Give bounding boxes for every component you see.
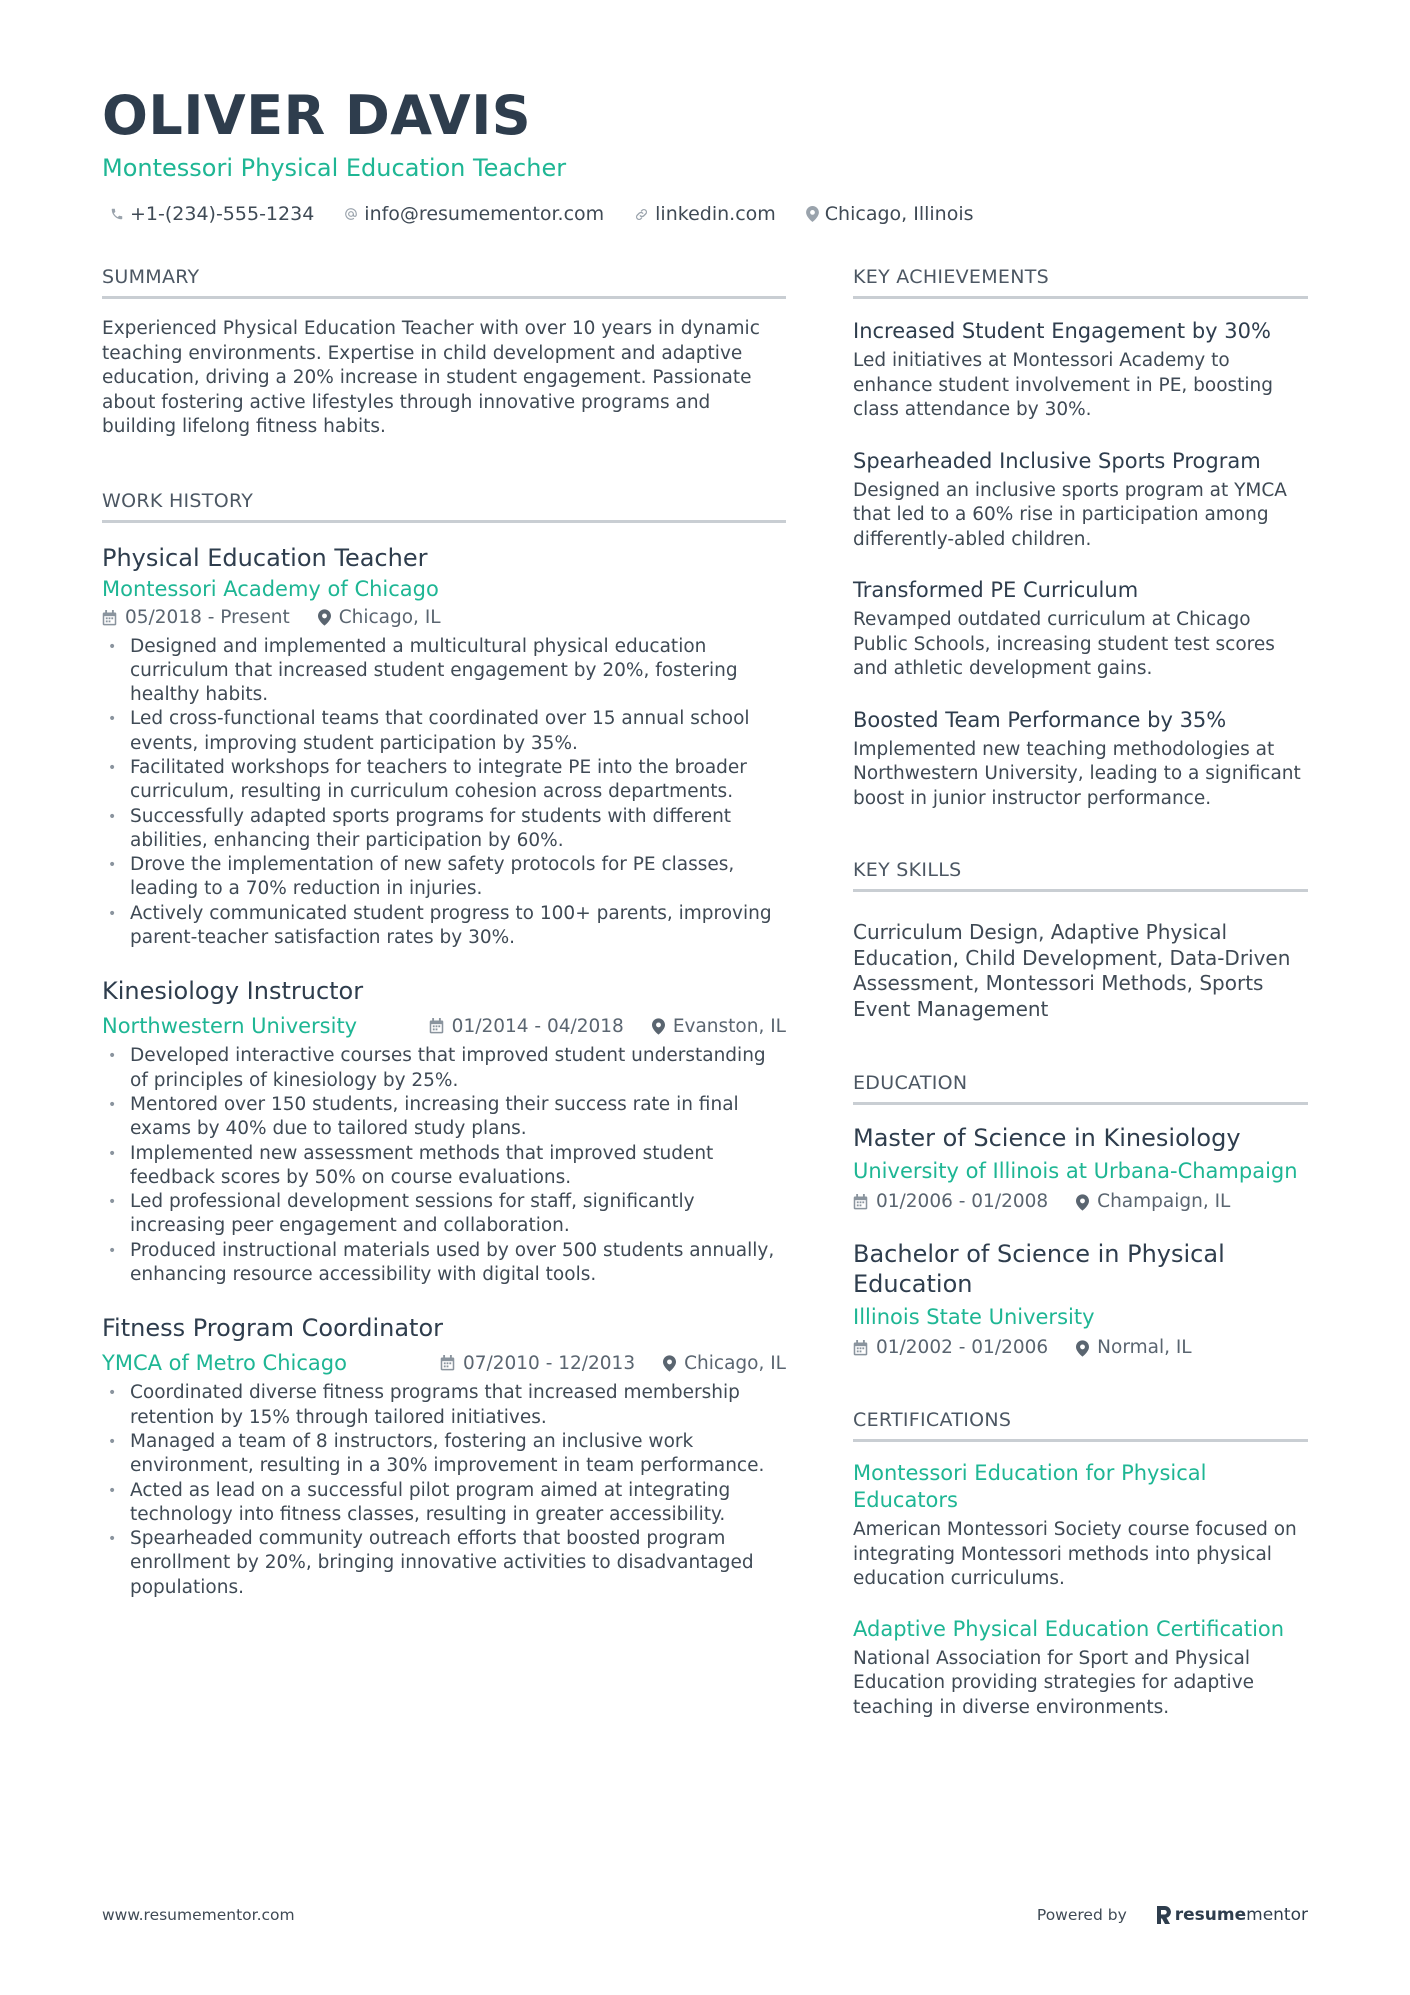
achievement-desc: Designed an inclusive sports program at YMCA that led to a 60% rise in participation among differently-abled children. [853, 479, 1287, 550]
job-location [652, 1016, 786, 1037]
job-company: Montessori Academy of Chicago [102, 576, 439, 601]
job-company: YMCA of Metro Chicago [102, 1351, 347, 1376]
certifications-heading: CERTIFICATIONS [853, 1407, 1308, 1442]
contact-linkedin[interactable] [634, 203, 776, 225]
certifications-section [853, 1407, 1308, 1720]
location-text: Chicago, Illinois [824, 203, 974, 225]
achievement-title: Spearheaded Inclusive Sports Program [853, 448, 1261, 473]
education-item [853, 1239, 1308, 1361]
phone-icon [110, 207, 124, 221]
contact-email[interactable] [344, 203, 604, 225]
job-meta [440, 1353, 786, 1374]
location-pin-icon [806, 206, 819, 222]
work-history-heading: WORK HISTORY [102, 488, 786, 523]
achievement-item [853, 706, 1308, 812]
skills-heading: KEY SKILLS [853, 857, 1308, 892]
education-location-text: Normal, IL [1097, 1337, 1192, 1358]
achievement-item [853, 317, 1308, 423]
brand-logo[interactable] [1155, 1905, 1308, 1925]
job-bullet: • Led professional development sessions for staff, significantly increasing peer engagement and collaboration. [102, 1190, 786, 1239]
achievements-heading: KEY ACHIEVEMENTS [853, 264, 1308, 299]
summary-heading: SUMMARY [102, 264, 786, 299]
location-pin-icon [318, 609, 331, 626]
achievement-title: Increased Student Engagement by 30% [853, 319, 1271, 343]
job-bullet: • Drove the implementation of new safety protocols for PE classes, leading to a 70% reduction in injuries. [102, 853, 786, 902]
education-location [1076, 1189, 1230, 1215]
job-meta [102, 605, 786, 631]
job-company: Northwestern University [102, 1014, 358, 1039]
calendar-icon [429, 1018, 444, 1034]
education-dates [853, 1189, 1048, 1215]
job-bullets [102, 635, 786, 951]
brand-name-bold: resume [1174, 1905, 1247, 1925]
job-bullet: • Implemented new assessment methods that improved student feedback scores by 50% on course evaluations. [102, 1142, 786, 1191]
location-pin-icon [1076, 1340, 1089, 1357]
certification-title: Montessori Education for Physical Educators [853, 1461, 1207, 1512]
achievement-desc: Revamped outdated curriculum at Chicago Public Schools, increasing student test scores and athletic development gains. [853, 609, 1275, 679]
achievement-item [853, 447, 1308, 553]
calendar-icon [853, 1340, 868, 1356]
page-footer [102, 1905, 1308, 1925]
job-bullet: • Acted as lead on a successful pilot program aimed at integrating technology into fitness classes, resulting in greater accessibility. [102, 1479, 786, 1528]
job-bullet: • Mentored over 150 students, increasing their success rate in final exams by 40% due to tailored study plans. [102, 1093, 786, 1142]
job-bullet: • Successfully adapted sports programs for students with different abilities, enhancing their participation by 60%. [102, 805, 786, 854]
job-dates-text: 01/2014 - 04/2018 [451, 1015, 624, 1037]
certification-item [853, 1616, 1308, 1721]
email-text: info@resumementor.com [364, 203, 605, 225]
certification-item [853, 1460, 1308, 1592]
achievements-section [853, 264, 1308, 811]
job-dates [102, 605, 290, 631]
job-location-text: Chicago, IL [684, 1352, 786, 1374]
candidate-title: Montessori Physical Education Teacher [102, 154, 567, 182]
job-title: Physical Education Teacher [102, 543, 428, 572]
job-dates [440, 1353, 635, 1374]
job-bullet: • Coordinated diverse fitness programs that increased membership retention by 15% through tailored initiatives. [102, 1381, 786, 1430]
certification-desc: National Association for Sport and Physical Education providing strategies for adaptive teaching in diverse environments. [853, 1647, 1255, 1718]
education-dates-text: 01/2006 - 01/2008 [876, 1191, 1049, 1212]
summary-section [102, 264, 786, 440]
at-icon [344, 207, 358, 221]
location-pin-icon [1076, 1194, 1089, 1211]
right-column [853, 264, 1308, 1720]
achievement-desc: Implemented new teaching methodologies at Northwestern University, leading to a significant boost in junior instructor performance. [853, 738, 1301, 809]
job-bullet: • Led cross-functional teams that coordinated over 15 annual school events, improving student participation by 35%. [102, 707, 786, 756]
calendar-icon [102, 610, 117, 626]
certification-desc: American Montessori Society course focused on integrating Montessori methods into physical education curriculums. [853, 1519, 1297, 1589]
location-pin-icon [663, 1355, 676, 1372]
candidate-name: OLIVER DAVIS [102, 84, 532, 147]
left-column [102, 264, 786, 1720]
footer-website-link[interactable]: www.resumementor.com [102, 1906, 295, 1924]
job-bullet: • Actively communicated student progress to 100+ parents, improving parent-teacher satisfaction rates by 30%. [102, 902, 786, 951]
job-location [318, 605, 441, 631]
brand-name-light: mentor [1246, 1905, 1308, 1925]
achievement-desc: Led initiatives at Montessori Academy to enhance student involvement in PE, boosting class attendance by 30%. [853, 350, 1274, 420]
achievement-title: Boosted Team Performance by 35% [853, 707, 1227, 732]
resume-columns [102, 264, 1308, 1720]
job-entry [102, 1313, 786, 1600]
skills-text: Curriculum Design, Adaptive Physical Education, Child Development, Data-Driven Assessment, Montessori Methods, Sports Event Management [853, 920, 1291, 1021]
job-bullets [102, 1044, 786, 1287]
job-dates [429, 1016, 624, 1037]
job-company-row [102, 1349, 786, 1377]
calendar-icon [440, 1355, 455, 1371]
work-history-section [102, 488, 786, 1601]
job-dates-text: 05/2018 - Present [125, 606, 290, 628]
education-degree: Bachelor of Science in Physical Education [853, 1240, 1225, 1298]
job-title: Kinesiology Instructor [102, 977, 364, 1006]
job-company-row [102, 1012, 786, 1040]
job-bullet: • Produced instructional materials used by over 500 students annually, enhancing resource accessibility with digital tools. [102, 1239, 786, 1288]
job-bullet: • Developed interactive courses that improved student understanding of principles of kinesiology by 25%. [102, 1044, 786, 1093]
education-dates [853, 1335, 1048, 1361]
job-bullet: • Facilitated workshops for teachers to integrate PE into the broader curriculum, resulting in curriculum cohesion across departments. [102, 756, 786, 805]
job-bullet: • Designed and implemented a multicultural physical education curriculum that increased student engagement by 20%, fostering healthy habits. [102, 635, 786, 708]
resumementor-logo-icon [1155, 1906, 1171, 1924]
job-entry [102, 543, 786, 951]
education-school: University of Illinois at Urbana-Champaign [853, 1159, 1298, 1183]
footer-branding [1037, 1905, 1308, 1925]
education-location [1076, 1335, 1191, 1361]
certification-title: Adaptive Physical Education Certification [853, 1616, 1285, 1641]
job-bullet: • Managed a team of 8 instructors, fostering an inclusive work environment, resulting in a 30% improvement in team performance. [102, 1430, 786, 1479]
education-degree: Master of Science in Kinesiology [853, 1124, 1241, 1152]
job-location-text: Evanston, IL [672, 1015, 786, 1037]
contact-phone[interactable] [110, 203, 314, 225]
powered-by-label: Powered by [1036, 1906, 1127, 1924]
job-dates-text: 07/2010 - 12/2013 [462, 1352, 636, 1374]
summary-text: Experienced Physical Education Teacher with over 10 years in dynamic teaching environments. Expertise in child development and adaptive education, driving a 20% increase in student engagement. Passionate about fostering active lifestyles through innovative programs and building lifelong fitness habits. [102, 318, 760, 437]
education-school: Illinois State University [853, 1305, 1095, 1329]
job-bullets [102, 1381, 786, 1600]
job-title: Fitness Program Coordinator [102, 1314, 443, 1343]
calendar-icon [853, 1194, 868, 1210]
education-heading: EDUCATION [853, 1070, 1308, 1105]
achievement-item [853, 576, 1308, 682]
education-dates-text: 01/2002 - 01/2006 [876, 1337, 1049, 1358]
education-section [853, 1070, 1308, 1361]
location-pin-icon [652, 1018, 665, 1035]
linkedin-text: linkedin.com [655, 203, 776, 225]
job-bullet: • Spearheaded community outreach efforts that boosted program enrollment by 20%, bringing innovative activities to disadvantaged populations. [102, 1527, 786, 1600]
education-meta [853, 1189, 1308, 1215]
education-location-text: Champaign, IL [1097, 1191, 1231, 1212]
contact-bar [102, 200, 1308, 228]
education-meta [853, 1335, 1308, 1361]
achievement-title: Transformed PE Curriculum [853, 578, 1139, 602]
education-item [853, 1123, 1308, 1215]
link-icon [634, 207, 649, 222]
job-location-text: Chicago, IL [338, 606, 441, 628]
job-location [663, 1353, 786, 1374]
skills-section [853, 857, 1308, 1022]
contact-location [806, 203, 974, 225]
job-entry [102, 976, 786, 1287]
phone-text: +1-(234)-555-1234 [130, 203, 315, 225]
job-meta [429, 1016, 786, 1037]
resume-header [102, 0, 1308, 228]
